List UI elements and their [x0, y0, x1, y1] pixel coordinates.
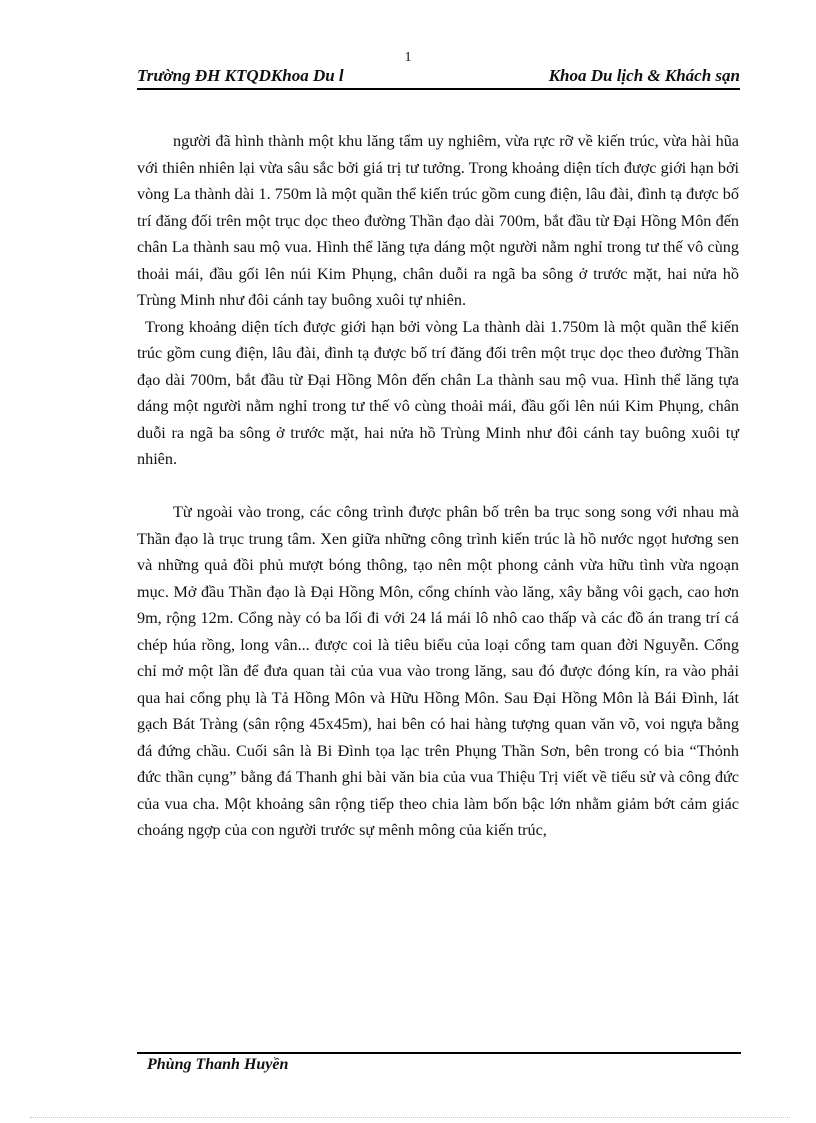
- header-rule: [137, 88, 740, 90]
- paragraph-3: Từ ngoài vào trong, các công trình được phân bố trên ba trục song song với nhau mà Thần đạo là trục trung tâm. Xen giữa những công trình kiến trúc là hồ nước ngọt hương sen và những quả đồi phủ mượt bóng thông, tạo nên một phong cảnh vừa hữu tình vừa ngoạn mục. Mở đầu Thần đạo là Đại Hồng Môn, cổng chính vào lăng, xây bằng vôi gạch, cao hơn 9m, rộng 12m. Cổng này có ba lối đi với 24 lá mái lô nhô cao thấp và các đồ án trang trí cá chép húa rồng, long vân... được coi là tiêu biểu của loại cổng tam quan đời Nguyễn. Cổng chỉ mở một lần để đưa quan tài của vua vào trong lăng, sau đó được đóng kín, ra vào phải qua hai cổng phụ là Tả Hồng Môn và Hữu Hồng Môn. Sau Đại Hồng Môn là Bái Đình, lát gạch Bát Tràng (sân rộng 45x45m), hai bên có hai hàng tượng quan văn võ, voi ngựa bằng đá đứng chầu. Cuối sân là Bi Đình tọa lạc trên Phụng Thần Sơn, bên trong có bia “Thỏnh đức thần cụng” bằng đá Thanh ghi bài văn bia của vua Thiệu Trị viết về tiểu sử và công đức của vua cha. Một khoảng sân rộng tiếp theo chia làm bốn bậc lớn nhằm giảm bớt cảm giác choáng ngợp của con người trước sự mênh mông của kiến trúc,: [137, 503, 739, 839]
- page-bottom-dotted-line: [30, 1117, 790, 1118]
- paragraph-2: Trong khoảng diện tích được giới hạn bởi vòng La thành dài 1.750m là một quần thể kiến trúc gồm cung điện, lâu đài, đình tạ được bố trí đăng đối trên một trục dọc theo đường Thần đạo dài 700m, bắt đầu từ Đại Hồng Môn đến chân La thành sau mộ vua. Hình thể lăng tựa dáng một người nằm nghỉ trong tư thế vô cùng thoải mái, đầu gối lên núi Kim Phụng, chân duỗi ra ngã ba sông ở trước mặt, hai nửa hồ Trùng Minh như đôi cánh tay buông xuôi tự nhiên.: [137, 317, 739, 468]
- footer-author: Phùng Thanh Huyền: [147, 1056, 289, 1073]
- page-number: 1: [404, 50, 412, 65]
- footer-rule: [137, 1052, 741, 1054]
- header-faculty: Khoa Du lịch & Khách sạn: [548, 66, 740, 85]
- body-text: [137, 128, 739, 844]
- page-header: [137, 66, 740, 90]
- paragraph-1: người đã hình thành một khu lăng tẩm uy nghiêm, vừa rực rỡ về kiến trúc, vừa hài hũa với thiên nhiên lại vừa sâu sắc bởi giá trị tư tưởng. Trong khoảng diện tích được giới hạn bởi vòng La thành dài 1. 750m là một quần thể kiến trúc gồm cung điện, lâu đài, đình tạ được bố trí đăng đối trên một trục dọc theo đường Thần đạo dài 700m, bắt đầu từ Đại Hồng Môn đến chân La thành sau mộ vua. Hình thể lăng tựa dáng một người nằm nghỉ trong tư thế vô cùng thoải mái, đầu gối lên núi Kim Phụng, chân duỗi ra ngã ba sông ở trước mặt, hai nửa hồ Trùng Minh như đôi cánh tay buông xuôi tự nhiên.: [137, 132, 739, 309]
- header-university: Trường ĐH KTQDKhoa Du l: [137, 66, 344, 85]
